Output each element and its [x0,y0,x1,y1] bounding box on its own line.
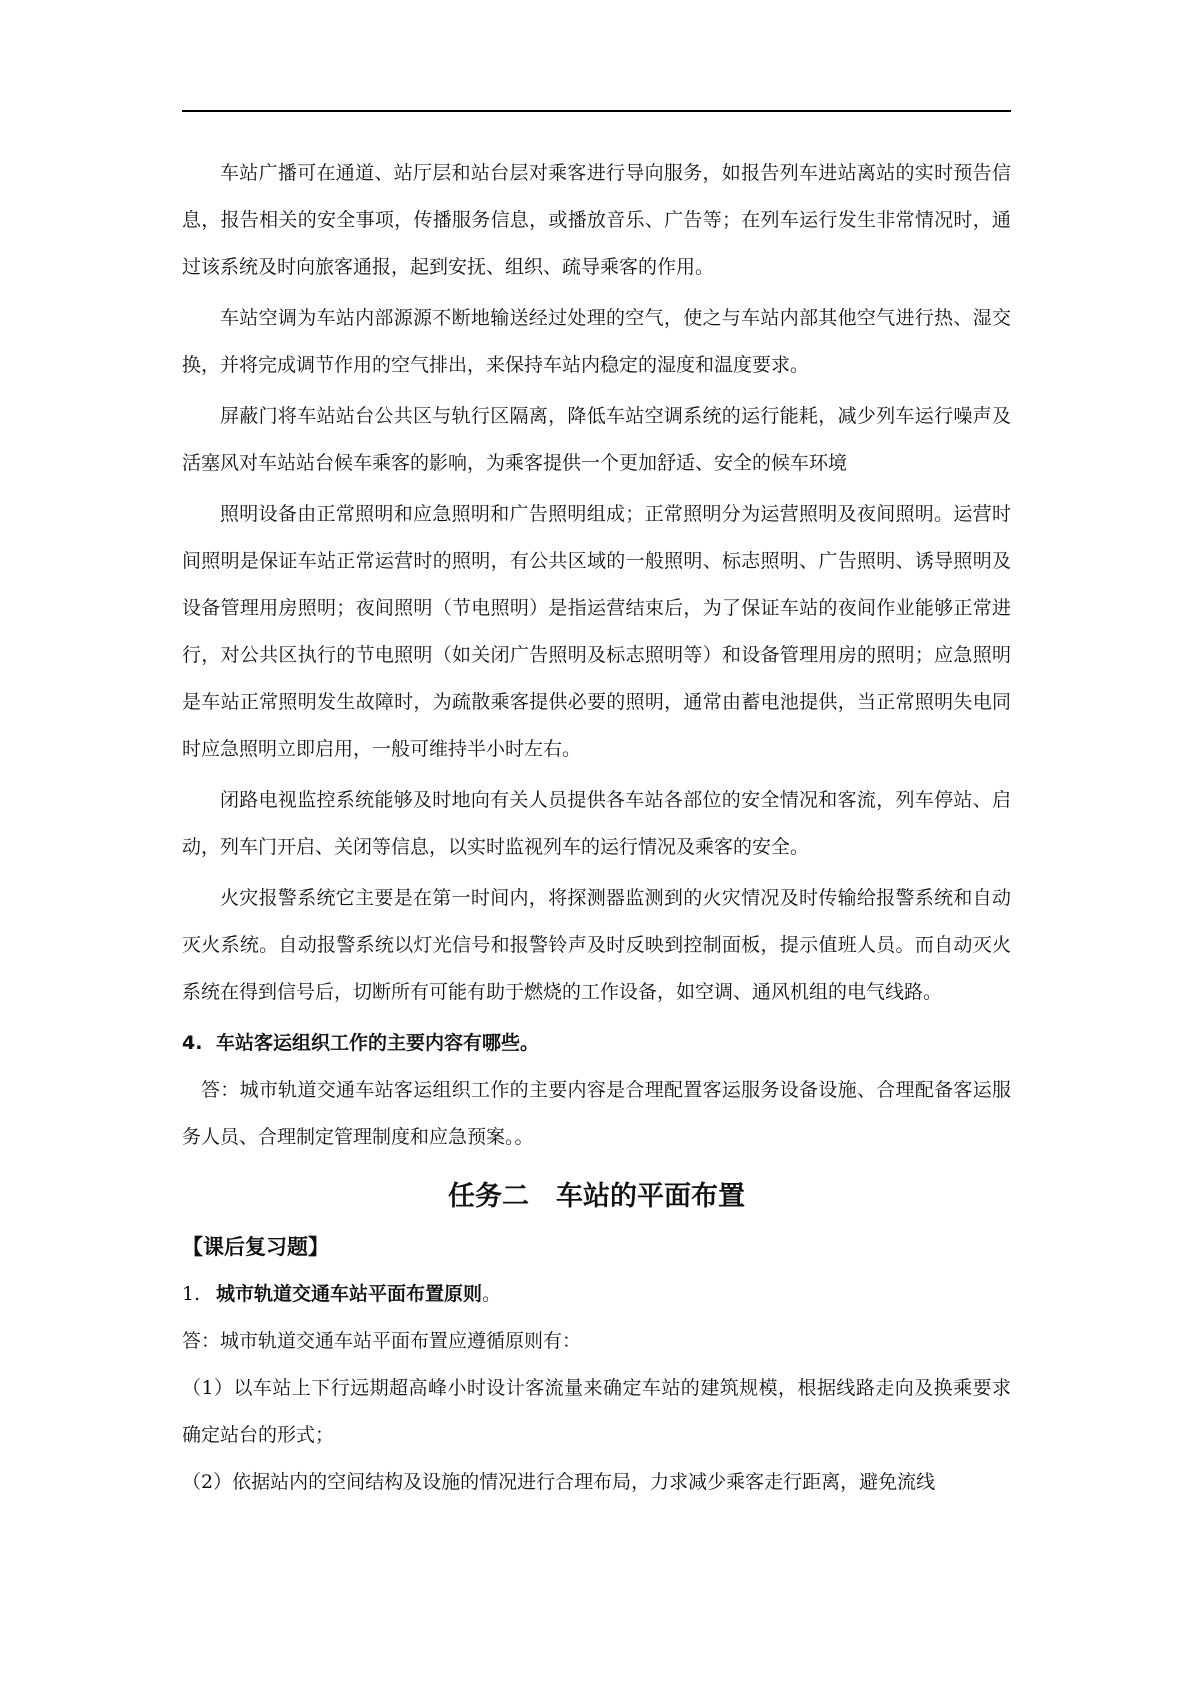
paragraph-broadcast: 车站广播可在通道、站厅层和站台层对乘客进行导向服务，如报告列车进站离站的实时预告信息，报告相关的安全事项，传播服务信息，或播放音乐、广告等；在列车运行发生非常情况时，通过该系统及时向旅客通报，起到安抚、组织、疏导乘客的作用。 [182,162,1011,278]
paragraph-fire-alarm: 火灾报警系统它主要是在第一时间内，将探测器监测到的火灾情况及时传输给报警系统和自动灭火系统。自动报警系统以灯光信号和报警铃声及时反映到控制面板，提示值班人员。而自动灭火系统在得到信号后，切断所有可能有助于燃烧的工作设备，如空调、通风机组的电气线路。 [182,887,1011,1003]
header-rule [182,110,1011,112]
paragraph-air-conditioning: 车站空调为车站内部源源不断地输送经过处理的空气，使之与车站内部其他空气进行热、湿交换，并将完成调节作用的空气排出，来保持车站内稳定的湿度和温度要求。 [182,307,1011,376]
document-body [182,150,1011,1506]
answer-1-item: （2）依据站内的空间结构及设施的情况进行合理布局，力求减少乘客走行距离，避免流线 [182,1471,936,1493]
question-text: 车站客运组织工作的主要内容有哪些。 [216,1032,540,1054]
question-suffix: 。 [482,1283,502,1305]
question-4 [182,1020,1011,1067]
answer-4: 答：城市轨道交通车站客运组织工作的主要内容是合理配置客运服务设备设施、合理配备客运服务人员、合理制定管理制度和应急预案。。 [182,1079,1011,1148]
question-text: 城市轨道交通车站平面布置原则 [216,1283,483,1305]
paragraph-screen-doors: 屏蔽门将车站站台公共区与轨行区隔离，降低车站空调系统的运行能耗，减少列车运行噪声及活塞风对车站站台候车乘客的影响，为乘客提供一个更加舒适、安全的候车环境 [182,405,1011,474]
section-title: 任务二 车站的平面布置 [448,1181,745,1212]
question-number: 4. [182,1032,203,1054]
answer-1-intro: 答：城市轨道交通车站平面布置应遵循原则有： [182,1330,582,1352]
question-1 [182,1271,1011,1318]
question-number: 1. [182,1283,201,1305]
review-heading: 【课后复习题】 [182,1235,329,1259]
paragraph-lighting: 照明设备由正常照明和应急照明和广告照明组成；正常照明分为运营照明及夜间照明。运营时间照明是保证车站正常运营时的照明，有公共区域的一般照明、标志照明、广告照明、诱导照明及设备管理用房照明；夜间照明（节电照明）是指运营结束后，为了保证车站的夜间作业能够正常进行，对公共区执行的节电照明（如关闭广告照明及标志照明等）和设备管理用房的照明；应急照明是车站正常照明发生故障时，为疏散乘客提供必要的照明，通常由蓄电池提供，当正常照明失电同时应急照明立即启用，一般可维持半小时左右。 [182,503,1011,760]
answer-1-item: （1）以车站上下行远期超高峰小时设计客流量来确定车站的建筑规模，根据线路走向及换乘要求确定站台的形式； [182,1377,1011,1446]
paragraph-cctv: 闭路电视监控系统能够及时地向有关人员提供各车站各部位的安全情况和客流，列车停站、启动，列车门开启、关闭等信息，以实时监视列车的运行情况及乘客的安全。 [182,789,1011,858]
